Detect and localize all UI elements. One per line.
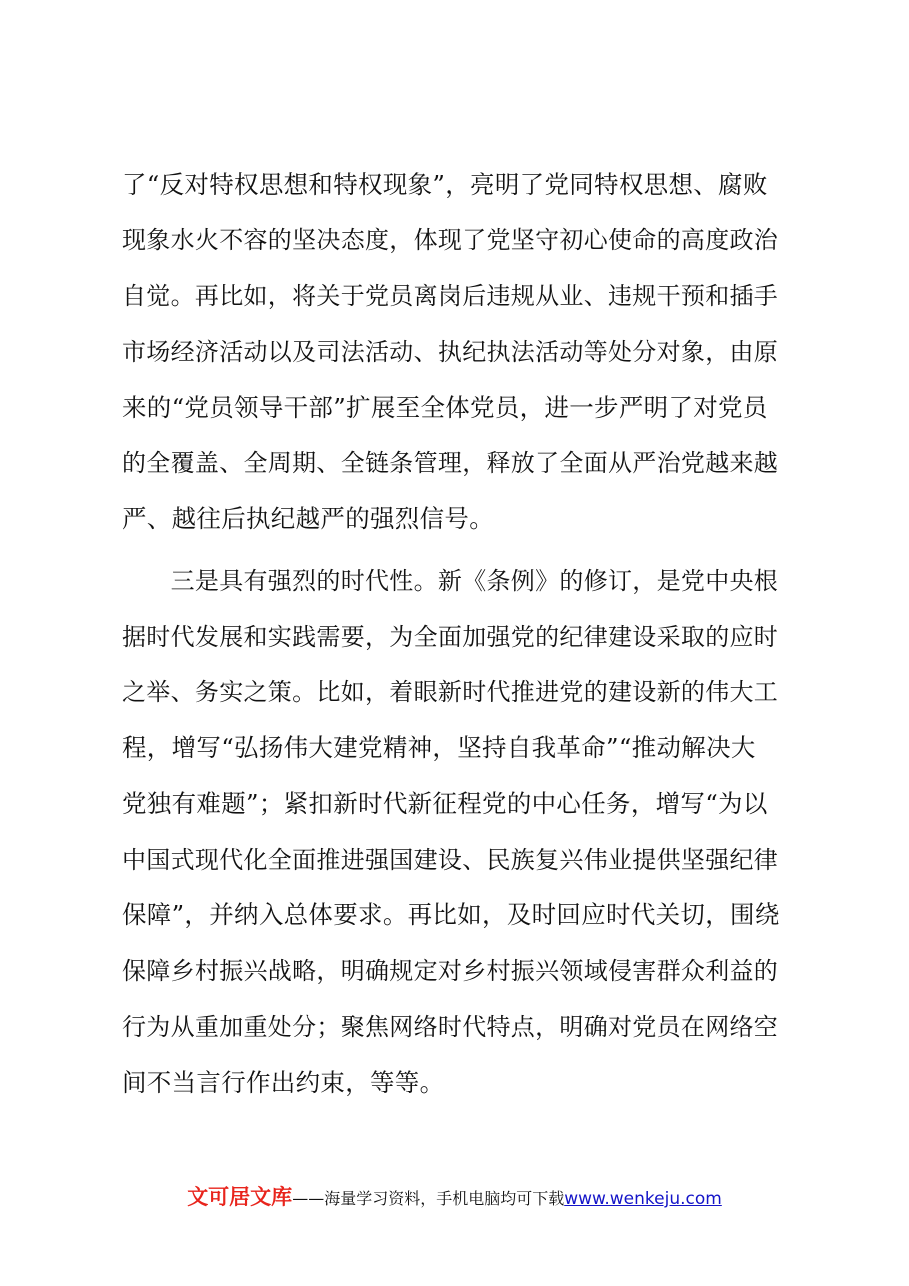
body-text-line: 保障乡村振兴战略，明确规定对乡村振兴领域侵害群众利益的 [122, 957, 779, 985]
body-text-line: 现象水火不容的坚决态度，体现了党坚守初心使命的高度政治 [122, 226, 779, 254]
body-text-line: 市场经济活动以及司法活动、执纪执法活动等处分对象，由原 [122, 338, 779, 366]
body-text-line: 了“反对特权思想和特权现象”，亮明了党同特权思想、腐败 [122, 170, 768, 199]
footer-tagline: ——海量学习资料，手机电脑均可下载 [292, 1189, 565, 1208]
body-text-line: 严、越往后执纪越严的强烈信号。 [122, 504, 494, 533]
footer-brand: 文可居文库 [187, 1185, 293, 1209]
body-text-line: 保障”，并纳入总体要求。再比如，及时回应时代关切，围绕 [122, 900, 780, 929]
body-text-line: 的全覆盖、全周期、全链条管理，释放了全面从严治党越来越 [122, 449, 779, 477]
body-text-line: 来的“党员领导干部”扩展至全体党员，进一步严明了对党员 [122, 393, 768, 422]
body-text-line: 间不当言行作出约束，等等。 [122, 1068, 445, 1097]
body-text-line: 据时代发展和实践需要，为全面加强党的纪律建设采取的应时 [122, 623, 779, 651]
body-text-line: 自觉。再比如，将关于党员离岗后违规从业、违规干预和插手 [122, 282, 779, 310]
body-text-line: 程，增写“弘扬伟大建党精神，坚持自我革命”“推动解决大 [122, 733, 756, 762]
body-text-line: 党独有难题”；紧扣新时代新征程党的中心任务，增写“为以 [122, 789, 768, 818]
footer-website-link[interactable]: www.wenkeju.com [564, 1189, 722, 1209]
footer-banner [0, 1180, 909, 1216]
body-text-line: 三是具有强烈的时代性。新《条例》的修订，是党中央根 [122, 567, 779, 595]
body-text-line: 行为从重加重处分；聚焦网络时代特点，明确对党员在网络空 [122, 1013, 779, 1041]
body-text-line: 中国式现代化全面推进强国建设、民族复兴伟业提供坚强纪律 [122, 846, 779, 874]
body-text-line: 之举、务实之策。比如，着眼新时代推进党的建设新的伟大工 [122, 678, 779, 706]
